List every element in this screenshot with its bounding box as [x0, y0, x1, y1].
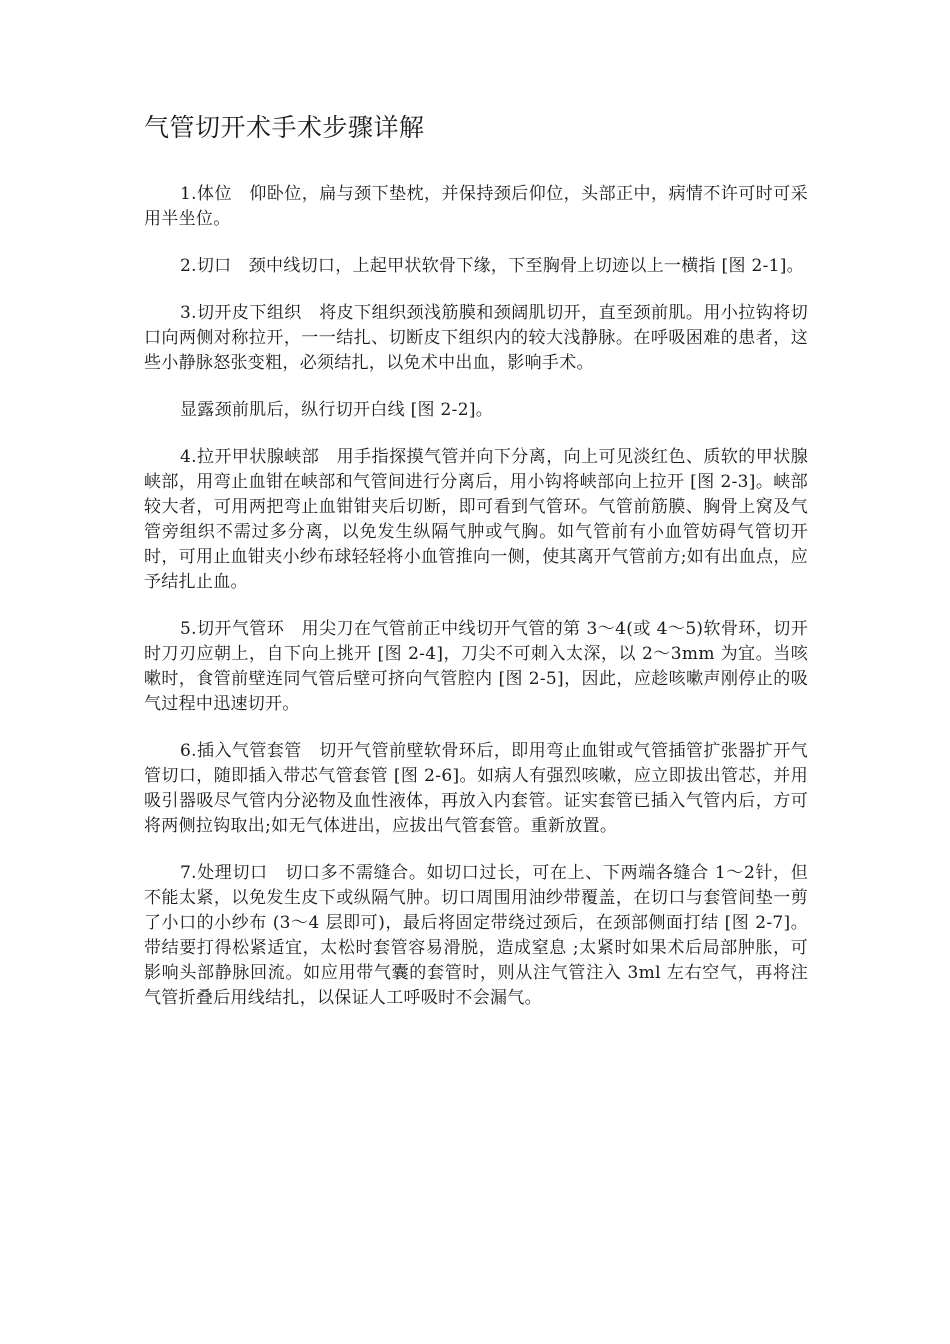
page-title: 气管切开术手术步骤详解: [144, 113, 425, 142]
paragraph-6: 5.切开气管环 用尖刀在气管前正中线切开气管的第 3～4(或 4～5)软骨环，切开时刀刃应朝上，自下向上挑开 [图 2-4]，刀尖不可刺入太深，以 2～3mm 为宜。当咳嗽时，食管前壁连同气管后壁可挤向气管腔内 [图 2-5]，因此，应趁咳嗽声刚停止的吸气过程中迅速切开。: [144, 619, 808, 714]
paragraph-3: 3.切开皮下组织 将皮下组织颈浅筋膜和颈阔肌切开，直至颈前肌。用小拉钩将切口向两侧对称拉开，一一结扎、切断皮下组织内的较大浅静脉。在呼吸困难的患者，这些小静脉怒张变粗，必须结扎，以免术中出血，影响手术。: [144, 303, 808, 373]
paragraph-4: 显露颈前肌后，纵行切开白线 [图 2-2]。: [180, 400, 494, 420]
paragraph-7: 6.插入气管套管 切开气管前壁软骨环后，即用弯止血钳或气管插管扩张器扩开气管切口，随即插入带芯气管套管 [图 2-6]。如病人有强烈咳嗽，应立即拔出管芯，并用吸引器吸尽气管内分泌物及血性液体，再放入内套管。证实套管已插入气管内后，方可将两侧拉钩取出;如无气体进出，应拔出气管套管。重新放置。: [144, 741, 808, 836]
paragraph-1: 1.体位 仰卧位，扁与颈下垫枕，并保持颈后仰位，头部正中，病情不许可时可采用半坐位。: [144, 184, 808, 229]
paragraph-2: 2.切口 颈中线切口，上起甲状软骨下缘，下至胸骨上切迹以上一横指 [图 2-1]。: [180, 256, 804, 276]
document-page: [144, 110, 808, 1033]
paragraph-5: 4.拉开甲状腺峡部 用手指探摸气管并向下分离，向上可见淡红色、质软的甲状腺峡部，用弯止血钳在峡部和气管间进行分离后，用小钩将峡部向上拉开 [图 2-3]。峡部较大者，可用两把弯止血钳钳夹后切断，即可看到气管环。气管前筋膜、胸骨上窝及气管旁组织不需过多分离，以免发生纵隔气肿或气胸。如气管前有小血管妨碍气管切开时，可用止血钳夹小纱布球轻轻将小血管推向一侧，使其离开气管前方;如有出血点，应予结扎止血。: [144, 447, 808, 592]
paragraph-8: 7.处理切口 切口多不需缝合。如切口过长，可在上、下两端各缝合 1～2针，但不能太紧，以免发生皮下或纵隔气肿。切口周围用油纱带覆盖，在切口与套管间垫一剪了小口的小纱布 (3～4 层即可)，最后将固定带绕过颈后，在颈部侧面打结 [图 2-7]。带结要打得松紧适宜，太松时套管容易滑脱，造成窒息 ;太紧时如果术后局部肿胀，可影响头部静脉回流。如应用带气囊的套管时，则从注气管注入 3ml 左右空气，再将注气管折叠后用线结扎，以保证人工呼吸时不会漏气。: [144, 863, 808, 1008]
